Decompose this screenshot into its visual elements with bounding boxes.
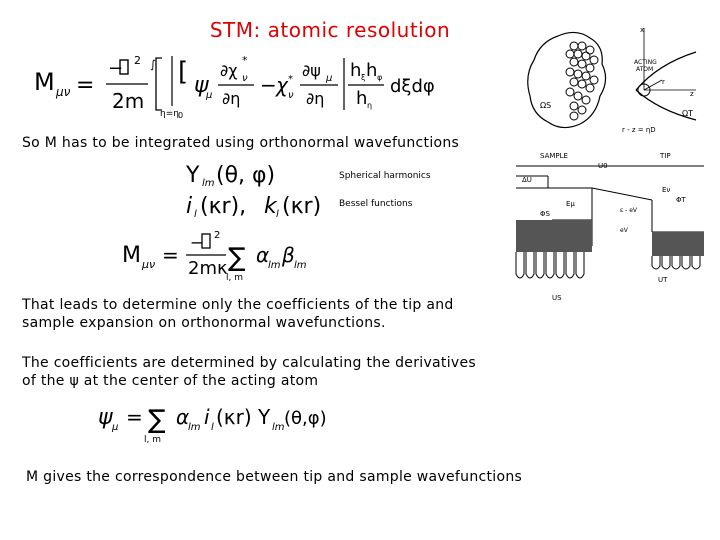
equation-bessel-functions	[184, 189, 344, 223]
svg-text:Y: Y	[186, 163, 200, 188]
svg-text:dξdφ: dξdφ	[390, 76, 435, 97]
svg-text:l: l	[211, 422, 214, 433]
svg-text:[: [	[178, 57, 189, 87]
text-integration-note: So M has to be integrated using orthonormal wavefunctions	[22, 135, 460, 151]
equation-psi-expansion	[92, 398, 327, 446]
svg-text:*: *	[288, 74, 293, 85]
tip-potential-wells	[652, 256, 700, 269]
svg-text:ν: ν	[242, 73, 248, 84]
svg-text:l: l	[194, 209, 197, 220]
svg-text:h: h	[350, 60, 362, 81]
label-sample: SAMPLE	[540, 152, 568, 160]
svg-text:(κr): (κr)	[216, 405, 252, 429]
svg-text:0: 0	[178, 111, 184, 120]
text-correspondence: M gives the correspondence between tip and sample wavefunctions	[26, 469, 523, 485]
text-derivatives-line-2: of the ψ at the center of the acting atom	[22, 373, 319, 389]
svg-text:Y: Y	[258, 405, 271, 429]
label-atom: ATOM	[636, 66, 654, 73]
svg-text:∂η: ∂η	[222, 89, 241, 108]
label-bessel-functions: Bessel functions	[339, 199, 413, 209]
svg-text:=: =	[162, 243, 179, 267]
svg-text:μ: μ	[112, 422, 119, 433]
svg-text:(κr): (κr)	[282, 194, 322, 219]
svg-text:φ: φ	[377, 73, 383, 82]
text-derivatives-line-1: The coefficients are determined by calculating the derivatives	[22, 355, 476, 371]
tip-filled-band	[652, 232, 704, 256]
label-acting: ACTING	[634, 59, 657, 66]
svg-text:lm: lm	[188, 422, 201, 433]
svg-text:ψ: ψ	[98, 405, 113, 430]
svg-text:β: β	[282, 243, 295, 267]
label-ev: eV	[620, 227, 628, 234]
svg-text:*: *	[242, 54, 248, 67]
sample-filled-band	[516, 220, 592, 252]
label-eps-ev: ε - eV	[620, 207, 638, 214]
label-z: z	[690, 90, 694, 98]
label-r-minus-z: r - z = ηD	[622, 126, 656, 134]
svg-text:=: =	[76, 73, 95, 98]
text-coefficients-line-2: sample expansion on orthonormal wavefunctions.	[22, 315, 386, 331]
svg-text:μ: μ	[206, 90, 213, 101]
sample-region-outline	[528, 32, 606, 127]
svg-text:ν: ν	[288, 90, 294, 101]
svg-text:=: =	[126, 405, 143, 429]
svg-text:lm: lm	[294, 260, 307, 271]
label-phi-t: ΦT	[676, 196, 686, 204]
svg-text:η: η	[367, 101, 373, 110]
svg-text:l: l	[276, 209, 279, 220]
svg-text:2: 2	[134, 54, 141, 67]
svg-text:−: −	[108, 58, 124, 79]
svg-text:∑: ∑	[148, 405, 166, 435]
svg-text:α: α	[176, 405, 190, 429]
svg-text:M: M	[34, 68, 55, 96]
svg-text:lm: lm	[272, 422, 285, 433]
svg-text:μν: μν	[142, 258, 156, 271]
svg-text:α: α	[256, 243, 270, 267]
svg-text:k: k	[264, 194, 277, 219]
label-omega-s: ΩS	[540, 101, 552, 110]
svg-text:μν: μν	[56, 85, 71, 99]
label-u-t: UT	[658, 276, 668, 284]
svg-text:lm: lm	[268, 260, 281, 271]
label-x: x	[640, 26, 645, 34]
svg-text:(κr),: (κr),	[200, 194, 247, 219]
svg-text:∂ψ: ∂ψ	[302, 61, 321, 80]
svg-text:l, m: l, m	[226, 273, 243, 283]
label-phi-s: ΦS	[540, 210, 550, 218]
label-omega-t: ΩT	[682, 109, 693, 118]
equation-spherical-harmonics	[184, 156, 334, 190]
figure-energy-diagram	[512, 148, 708, 308]
svg-text:i: i	[186, 194, 193, 219]
label-u0: U0	[598, 162, 608, 170]
figure-tip-sample-geometry	[518, 24, 708, 144]
svg-text:(θ,φ): (θ,φ)	[284, 408, 327, 429]
label-u-s: US	[552, 294, 562, 302]
svg-text:h: h	[366, 60, 378, 81]
svg-text:(θ, φ): (θ, φ)	[216, 163, 276, 188]
label-e-nu: Eν	[662, 186, 671, 194]
label-e-mu: Eμ	[566, 200, 575, 208]
svg-text:ξ: ξ	[361, 73, 366, 82]
label-tip: TIP	[660, 152, 671, 160]
label-r: r	[662, 78, 665, 86]
svg-text:χ: χ	[276, 73, 288, 97]
svg-text:i: i	[204, 405, 210, 429]
sample-atoms	[566, 42, 598, 120]
svg-text:∫: ∫	[150, 58, 156, 71]
svg-text:ψ: ψ	[194, 73, 209, 98]
svg-text:2: 2	[214, 230, 221, 241]
text-coefficients-line-1: That leads to determine only the coefficients of the tip and	[22, 297, 454, 313]
svg-text:∂χ: ∂χ	[220, 61, 238, 80]
svg-text:h: h	[356, 88, 368, 109]
label-spherical-harmonics: Spherical harmonics	[339, 171, 431, 181]
svg-text:∑: ∑	[228, 243, 246, 273]
svg-text:lm: lm	[202, 178, 215, 189]
svg-text:l, m: l, m	[144, 435, 161, 445]
svg-text:M: M	[122, 243, 141, 268]
sample-potential-wells	[516, 252, 584, 278]
svg-text:2m: 2m	[112, 89, 145, 113]
label-delta-u: ΔU	[522, 176, 532, 184]
svg-text:∂η: ∂η	[306, 89, 325, 108]
equation-m-sum	[118, 226, 318, 288]
equation-m-integral	[28, 50, 468, 120]
svg-text:η=η: η=η	[160, 109, 179, 119]
svg-text:−: −	[190, 233, 204, 252]
slide-title: STM: atomic resolution	[209, 18, 451, 42]
svg-text:−: −	[260, 73, 277, 97]
svg-text:μ: μ	[326, 73, 333, 84]
svg-text:2mκ: 2mκ	[188, 258, 228, 279]
